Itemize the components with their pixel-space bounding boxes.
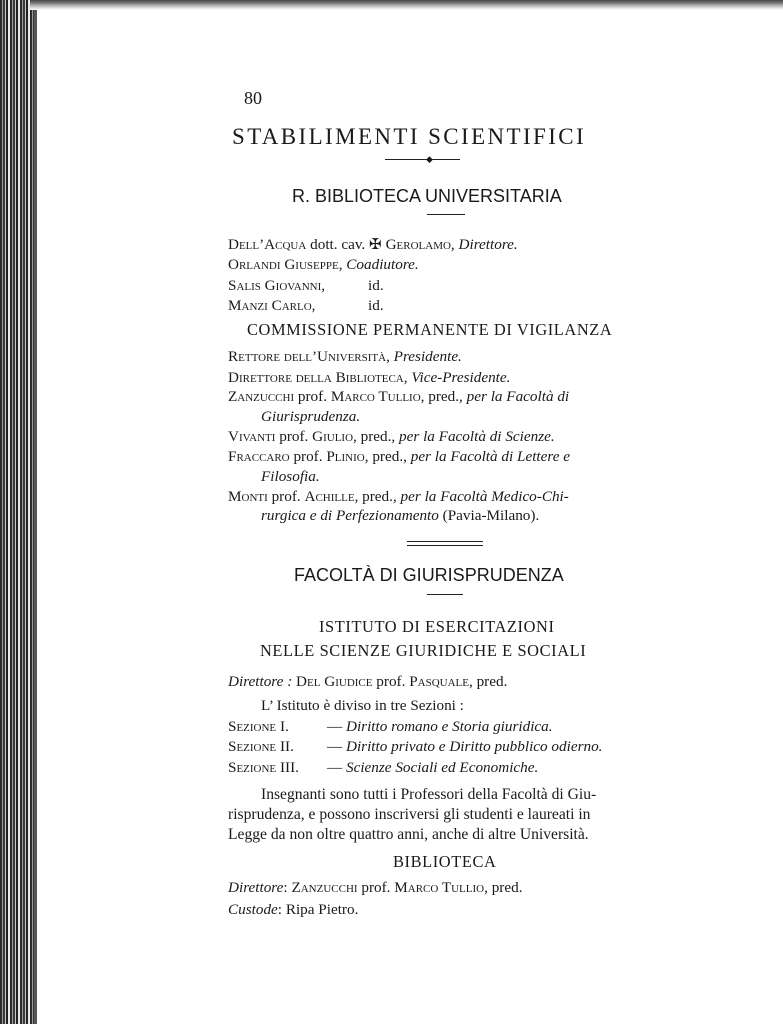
member-line: Vivanti prof. Giulio, pred., per la Facoltà di Scienze. <box>228 428 555 445</box>
member-continuation: Giurisprudenza. <box>261 408 361 425</box>
member-line: Monti prof. Achille, pred., per la Facoltà Medico-Chi- <box>228 488 569 505</box>
biblioteca-custode: Custode: Ripa Pietro. <box>228 901 359 918</box>
paragraph-line: Insegnanti sono tutti i Professori della Facoltà di Giu- <box>261 786 597 803</box>
sezione-text: — Diritto romano e Storia giuridica. <box>327 718 553 735</box>
spine-shadow <box>34 0 37 1024</box>
title-ornament-dot: ◆ <box>426 154 433 164</box>
staff-line: Manzi Carlo, <box>228 297 316 314</box>
istituto-heading-line1: ISTITUTO DI ESERCITAZIONI <box>319 617 555 636</box>
paragraph-line: Legge da non oltre quattro anni, anche di altre Università. <box>228 826 589 843</box>
istituto-direttore: Direttore : Del Giudice prof. Pasquale, pred. <box>228 673 508 690</box>
short-rule <box>427 214 465 215</box>
istituto-heading-line2: NELLE SCIENZE GIURIDICHE E SOCIALI <box>260 641 587 660</box>
staff-line: Orlandi Giuseppe, Coadiutore. <box>228 256 419 273</box>
book-spine-edge <box>0 0 34 1024</box>
staff-role: id. <box>368 297 384 314</box>
sezione-text: — Scienze Sociali ed Economiche. <box>327 759 539 776</box>
title-ornament-rule <box>385 159 460 160</box>
sezione-label: Sezione I. <box>228 718 289 735</box>
biblioteca-subheading: BIBLIOTECA <box>393 852 497 871</box>
biblioteca-direttore: Direttore: Zanzucchi prof. Marco Tullio, pred. <box>228 879 523 896</box>
istituto-intro: L’ Istituto è diviso in tre Sezioni : <box>261 697 464 714</box>
member-line: Rettore dell’Università, Presidente. <box>228 348 462 365</box>
biblioteca-heading: R. BIBLIOTECA UNIVERSITARIA <box>292 186 562 206</box>
sezione-text: — Diritto privato e Diritto pubblico odierno. <box>327 738 603 755</box>
staff-line: Dell’Acqua dott. cav. ✠ Gerolamo, Direttore. <box>228 236 518 253</box>
member-line: Zanzucchi prof. Marco Tullio, pred., per la Facoltà di <box>228 388 570 405</box>
page-top-edge <box>30 0 783 10</box>
page-number: 80 <box>244 88 262 108</box>
double-rule-divider <box>407 541 483 546</box>
member-continuation: Filosofia. <box>261 468 320 485</box>
member-continuation: rurgica e di Perfezionamento (Pavia-Milano). <box>261 507 540 524</box>
sezione-label: Sezione II. <box>228 738 294 755</box>
staff-role: id. <box>368 277 384 294</box>
member-line: Fraccaro prof. Plinio, pred., per la Facoltà di Lettere e <box>228 448 571 465</box>
member-line: Direttore della Biblioteca, Vice-Presidente. <box>228 369 511 386</box>
staff-line: Salis Giovanni, <box>228 277 326 294</box>
section-title: STABILIMENTI SCIENTIFICI <box>232 124 587 149</box>
commissione-heading: COMMISSIONE PERMANENTE DI VIGILANZA <box>247 320 613 339</box>
paragraph-line: risprudenza, e possono inscriversi gli studenti e laureati in <box>228 806 591 823</box>
facolta-heading: FACOLTÀ DI GIURISPRUDENZA <box>294 565 564 585</box>
sezione-label: Sezione III. <box>228 759 299 776</box>
short-rule <box>427 594 463 595</box>
